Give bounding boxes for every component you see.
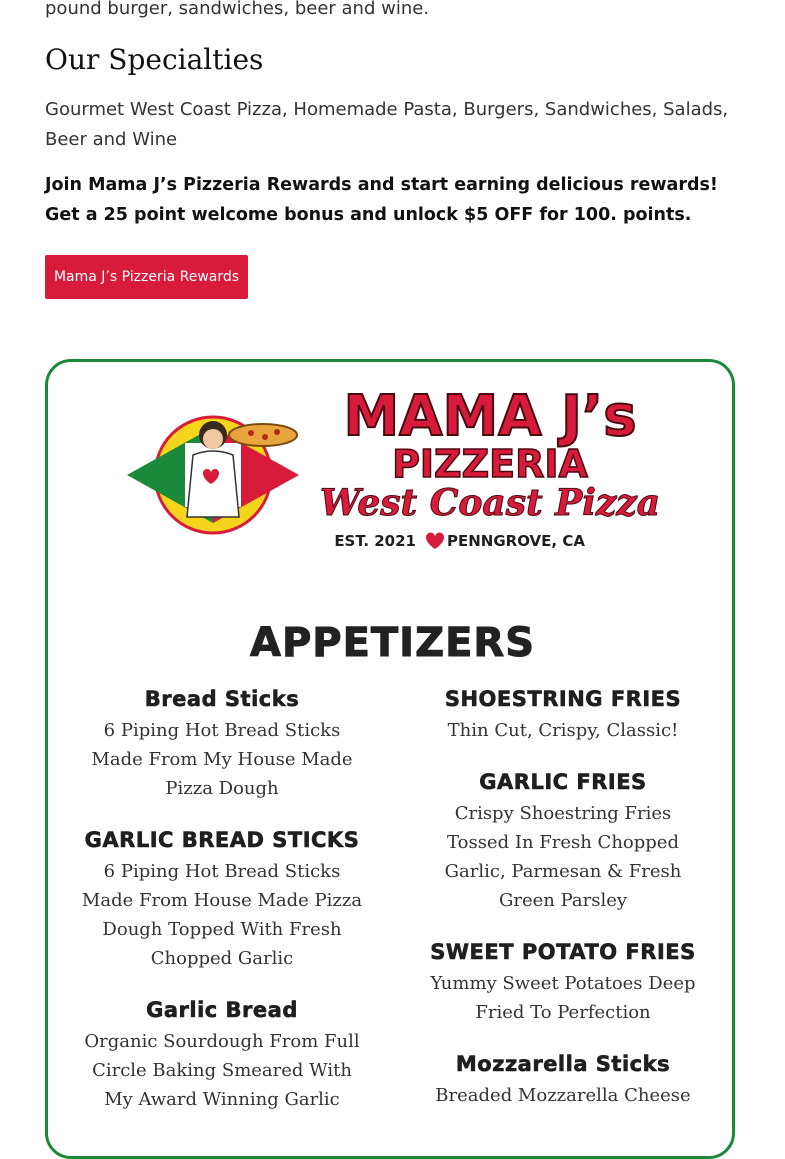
menu-item bbox=[72, 995, 372, 1114]
specialties-heading: Our Specialties bbox=[45, 43, 264, 76]
menu-item bbox=[413, 937, 713, 1027]
menu-item-name: SWEET POTATO FRIES bbox=[430, 940, 696, 964]
menu-item-desc: Crispy Shoestring Fries Tossed In Fresh Chopped Garlic, Parmesan & Fresh Green Parsley bbox=[444, 803, 682, 911]
menu-item bbox=[413, 1049, 713, 1110]
heart-icon bbox=[426, 533, 444, 550]
menu-item-name: GARLIC FRIES bbox=[479, 770, 647, 794]
menu-item-name: SHOESTRING FRIES bbox=[444, 687, 682, 711]
specialties-text: Gourmet West Coast Pizza, Homemade Pasta, Burgers, Sandwiches, Salads, Beer and Wine bbox=[45, 99, 729, 150]
menu-item-desc: Breaded Mozzarella Cheese bbox=[435, 1085, 691, 1106]
logo-location: PENNGROVE, CA bbox=[447, 532, 585, 550]
mama-js-logo bbox=[115, 385, 675, 560]
menu-item-desc: 6 Piping Hot Bread Sticks Made From House Made Pizza Dough Topped With Fresh Chopped Garlic bbox=[81, 861, 363, 969]
logo-title-line2: PIZZERIA bbox=[392, 442, 588, 486]
logo-est: EST. 2021 bbox=[334, 532, 416, 550]
rewards-button[interactable]: Mama J’s Pizzeria Rewards bbox=[45, 255, 248, 299]
menu-item bbox=[413, 767, 713, 915]
menu-item-desc: Thin Cut, Crispy, Classic! bbox=[447, 720, 679, 741]
menu-item bbox=[72, 825, 372, 973]
menu-item-name: GARLIC BREAD STICKS bbox=[84, 828, 360, 852]
chef-apron bbox=[187, 451, 239, 517]
rewards-promo-text: Join Mama J’s Pizzeria Rewards and start earning delicious rewards! Get a 25 point welcome bonus and unlock $5 OFF for 100. points. bbox=[45, 175, 718, 225]
appetizers-heading: APPETIZERS bbox=[249, 620, 536, 666]
logo-tagline: West Coast Pizza bbox=[319, 482, 661, 524]
menu-column-right bbox=[413, 684, 713, 1132]
menu-item bbox=[413, 684, 713, 745]
chef-face bbox=[203, 429, 223, 449]
logo-title-line1: MAMA J’s bbox=[343, 385, 637, 449]
menu-item-desc: Yummy Sweet Potatoes Deep Fried To Perfection bbox=[430, 973, 696, 1023]
menu-item-desc: Organic Sourdough From Full Circle Baking Smeared With My Award Winning Garlic bbox=[84, 1031, 360, 1110]
intro-text: pound burger, sandwiches, beer and wine. bbox=[45, 0, 430, 19]
menu-item-name: Bread Sticks bbox=[144, 687, 300, 711]
menu-item-name: Mozzarella Sticks bbox=[455, 1052, 671, 1076]
menu-item-name: Garlic Bread bbox=[146, 998, 298, 1022]
menu-column-left bbox=[72, 684, 372, 1136]
menu-item bbox=[72, 684, 372, 803]
menu-item-desc: 6 Piping Hot Bread Sticks Made From My House Made Pizza Dough bbox=[91, 720, 353, 799]
